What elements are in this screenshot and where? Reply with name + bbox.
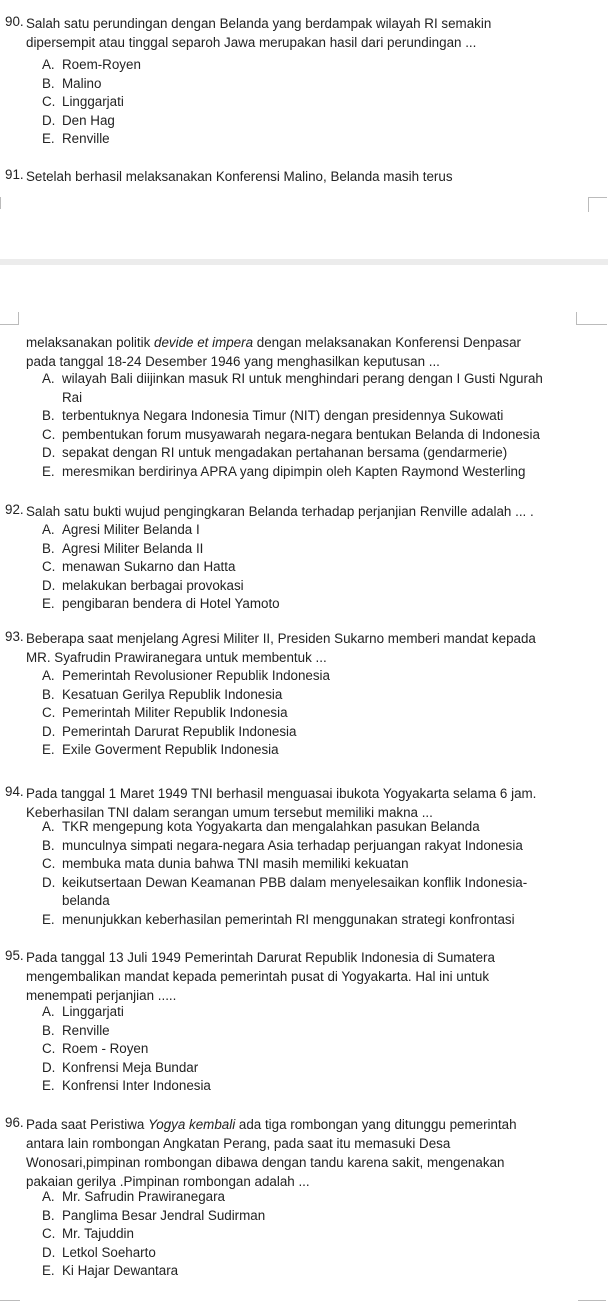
option-c[interactable]: C. Mr. Tajuddin <box>42 1226 134 1241</box>
option-list <box>42 56 597 149</box>
option-b[interactable]: B. terbentuknya Negara Indonesia Timur (NIT) dengan presidennya Sukowati <box>42 408 504 423</box>
option-d[interactable]: D. Konfrensi Meja Bundar <box>42 1059 199 1075</box>
option-d[interactable]: D. sepakat dengan RI untuk mengadakan pertahanan bersama (gendarmerie) <box>42 445 508 460</box>
option-c[interactable]: C. membuka mata dunia bahwa TNI masih memiliki kekuatan <box>42 856 409 871</box>
option-e[interactable]: E. Ki Hajar Dewantara <box>42 1263 179 1278</box>
option-list <box>42 818 597 929</box>
option-a[interactable]: A. Agresi Militer Belanda I <box>42 522 200 537</box>
question-number: 96. <box>5 1115 24 1130</box>
question-number: 90. <box>5 14 24 29</box>
crop-mark-bottom-right <box>578 1300 606 1307</box>
option-list <box>42 521 597 614</box>
option-c[interactable]: C. Pemerintah Militer Republik Indonesia <box>42 705 288 720</box>
question-text: Beberapa saat menjelang Agresi Militer II, Presiden Sukarno memberi mandat kepada MR. Syafrudin Prawiranegara untuk membentuk ... <box>26 631 536 665</box>
option-list <box>42 1003 597 1096</box>
option-a[interactable]: A. Pemerintah Revolusioner Republik Indonesia <box>42 668 330 683</box>
option-e[interactable]: E. menunjukkan keberhasilan pemerintah RI menggunakan strategi konfrontasi <box>42 911 515 927</box>
option-c[interactable]: C. menawan Sukarno dan Hatta <box>42 559 236 574</box>
option-e[interactable]: E. Renville <box>42 131 110 146</box>
option-c[interactable]: C. pembentukan forum musyawarah negara-negara bentukan Belanda di Indonesia <box>42 426 540 442</box>
option-c[interactable]: C. Roem - Royen <box>42 1041 149 1056</box>
option-d[interactable]: D. keikutsertaan Dewan Keamanan PBB dalam menyelesaikan konflik Indonesia- belanda <box>42 874 528 908</box>
crop-mark-top-left <box>0 197 1 209</box>
crop-mark-bottom-left <box>0 1300 20 1307</box>
option-b[interactable]: B. Agresi Militer Belanda II <box>42 540 204 556</box>
option-e[interactable]: E. Konfrensi Inter Indonesia <box>42 1078 211 1093</box>
question-text: melaksanakan politik devide et impera dengan melaksanakan Konferensi Denpasar pada tanggal 18-24 Desember 1946 yang menghasilkan keputusan ... <box>26 335 522 369</box>
option-e[interactable]: E. meresmikan berdirinya APRA yang dipimpin oleh Kapten Raymond Westerling <box>42 463 526 479</box>
option-b[interactable]: B. Panglima Besar Jendral Sudirman <box>42 1207 266 1223</box>
option-a[interactable]: A. Roem-Royen <box>42 57 141 72</box>
option-b[interactable]: B. Renville <box>42 1022 110 1038</box>
option-a[interactable]: A. wilayah Bali diijinkan masuk RI untuk menghindari perang dengan I Gusti Ngurah Rai <box>42 371 543 405</box>
option-list <box>42 667 597 760</box>
option-d[interactable]: D. melakukan berbagai provokasi <box>42 577 244 593</box>
option-list <box>42 1188 597 1281</box>
question-text: Salah satu bukti wujud pengingkaran Belanda terhadap perjanjian Renville adalah ... . <box>26 504 534 519</box>
question-text: Pada tanggal 1 Maret 1949 TNI berhasil menguasai ibukota Yogyakarta selama 6 jam. Keberhasilan TNI dalam serangan umum tersebut memiliki makna ... <box>26 786 537 820</box>
question-number: 92. <box>5 502 24 517</box>
crop-mark-bottom-right <box>576 312 607 325</box>
option-e[interactable]: E. pengibaran bendera di Hotel Yamoto <box>42 596 280 611</box>
question-text: Pada saat Peristiwa Yogya kembali ada tiga rombongan yang ditunggu pemerintah antara lain rombongan Angkatan Perang, pada saat itu memasuki Desa Wonosari,pimpinan rombongan dibawa dengan tandu karena sakit, mengenakan pakaian gerilya .Pimpinan rombongan adalah ... <box>26 1117 517 1189</box>
question-text: Setelah berhasil melaksanakan Konferensi Malino, Belanda masih terus <box>26 169 453 184</box>
option-a[interactable]: A. Mr. Safrudin Prawiranegara <box>42 1189 225 1204</box>
option-e[interactable]: E. Exile Goverment Republik Indonesia <box>42 742 279 757</box>
crop-mark-bottom-left <box>0 312 19 325</box>
question-text: Salah satu perundingan dengan Belanda yang berdampak wilayah RI semakin dipersempit atau tinggal separoh Jawa merupakan hasil dari perundingan ... <box>26 16 492 50</box>
option-a[interactable]: A. Linggarjati <box>42 1004 124 1019</box>
option-d[interactable]: D. Letkol Soeharto <box>42 1244 156 1260</box>
question-number: 91. <box>5 167 24 182</box>
question-number: 94. <box>5 784 24 799</box>
crop-mark-top-right <box>588 197 607 212</box>
option-d[interactable]: D. Pemerintah Darurat Republik Indonesia <box>42 723 297 739</box>
question-number: 95. <box>5 948 24 963</box>
option-b[interactable]: B. munculnya simpati negara-negara Asia terhadap perjuangan rakyat Indonesia <box>42 837 523 853</box>
question-number: 93. <box>5 629 24 644</box>
page-break-divider <box>0 259 608 265</box>
option-b[interactable]: B. Malino <box>42 75 102 91</box>
option-c[interactable]: C. Linggarjati <box>42 94 124 109</box>
option-a[interactable]: A. TKR mengepung kota Yogyakarta dan mengalahkan pasukan Belanda <box>42 819 480 834</box>
option-list <box>42 370 597 481</box>
option-b[interactable]: B. Kesatuan Gerilya Republik Indonesia <box>42 686 283 702</box>
question-text: Pada tanggal 13 Juli 1949 Pemerintah Darurat Republik Indonesia di Sumatera mengembalikan mandat kepada pemerintah pusat di Yogyakarta. Hal ini untuk menempati perjanjian ..... <box>26 950 495 1003</box>
option-d[interactable]: D. Den Hag <box>42 112 115 128</box>
